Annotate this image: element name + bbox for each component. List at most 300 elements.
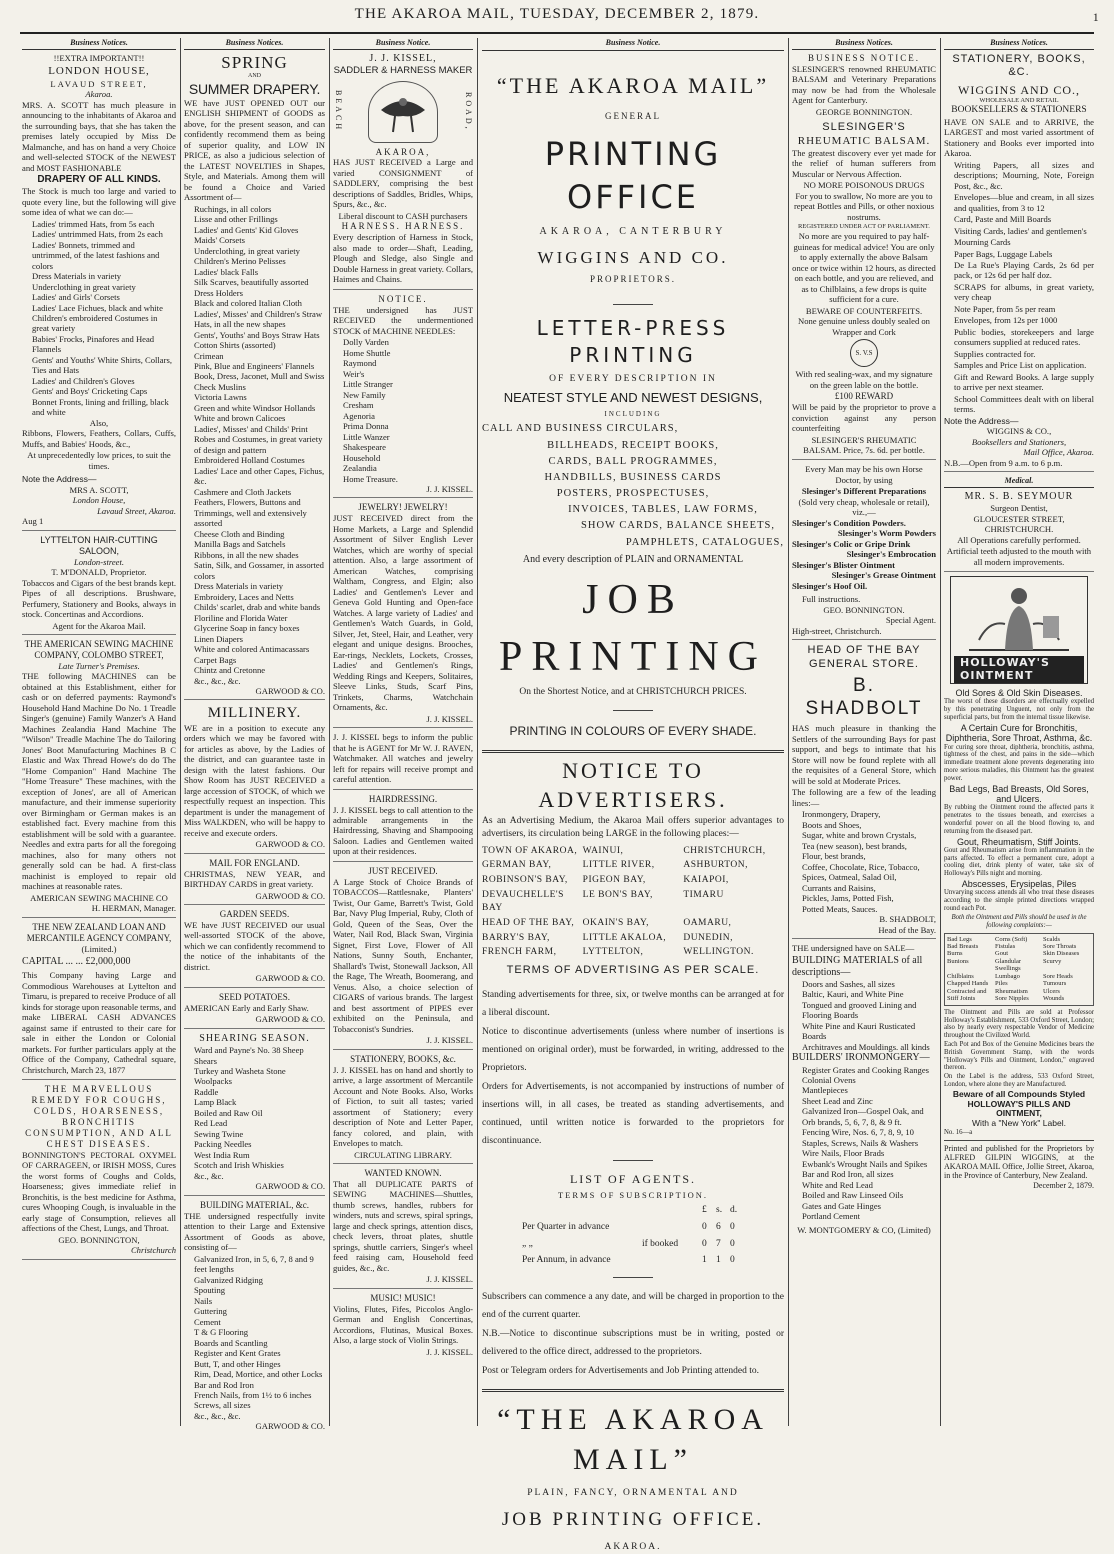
list-item: Cresham bbox=[343, 400, 374, 411]
complaint-item: Wounds bbox=[1043, 995, 1065, 1003]
list-item: Public bodies, storekeepers and large consumers supplied at reduced rates. bbox=[954, 326, 1094, 348]
column-rule bbox=[180, 38, 181, 1426]
akaroa-label: AKAROA. bbox=[604, 1541, 662, 1552]
list-item: Pink, Blue and Engineers' Flannels bbox=[194, 360, 315, 371]
needles-ad bbox=[333, 294, 473, 499]
ad-title: SUMMER DRAPERY. bbox=[188, 80, 321, 97]
ad-title: BOOKSELLERS & STATIONERS bbox=[951, 105, 1087, 116]
list-item: Weir's bbox=[343, 368, 365, 379]
list-item: Book, Dress, Jaconet, Mull and Swiss Check Muslins bbox=[194, 371, 325, 392]
rate-value: 7 bbox=[716, 1238, 721, 1249]
garwood-drapery-ad bbox=[184, 53, 325, 701]
list-item: Flour, best brands, bbox=[802, 851, 866, 862]
ad-sign: W. MONTGOMERY & CO, (Limited) bbox=[797, 1224, 931, 1235]
list-item: Gift and Reward Books. A large supply to arrive per next steamer. bbox=[954, 371, 1094, 393]
notice-advertisers-title: NOTICE TO ADVERTISERS. bbox=[538, 757, 728, 813]
ad-body: For you to swallow, No more are you to repeat Bottles and Pills, or other noxious nostrums. bbox=[793, 190, 935, 222]
masthead-rule bbox=[20, 32, 1094, 34]
ad-title: MUSIC! MUSIC! bbox=[370, 1292, 436, 1303]
list-item: Lamp Black bbox=[194, 1097, 237, 1108]
building-material-ad bbox=[184, 1200, 325, 1435]
complaint-item: Contracted and bbox=[947, 987, 987, 995]
ad-heading: REGISTERED UNDER ACT OF PARLIAMENT. bbox=[798, 223, 930, 231]
list-item: Card, Paste and Mill Boards bbox=[954, 214, 1052, 225]
column-3 bbox=[333, 38, 473, 1424]
ad-body: WE have JUST OPENED OUT our ENGLISH SHIPMENT of GOODS as above, for the present season, and can confidently recommend them as being of superior quality, and LOW IN PRICE, as also a judicious selection of the LATEST NOVELTIES in Shapes, Style, and Materials. Among them will be found a Choice and Varied Assortment of— bbox=[184, 97, 325, 203]
adv-body: Orders for Advertisements, is not accompanied by instructions of number of insertions will, in all cases, be treated as standing advertisements, and continued, until written notice is forwarded to the proprietors for discontinuance. bbox=[482, 1082, 784, 1147]
ad-body: Unvarying success attends all who treat these diseases according to the simple printed directions wrapped round each Pot. bbox=[944, 889, 1094, 913]
seymour-ad bbox=[944, 491, 1094, 572]
list-item: New Family bbox=[343, 389, 386, 400]
list-item: Raddle bbox=[194, 1086, 219, 1097]
place-item: DUNEDIN, bbox=[683, 932, 733, 943]
complaint-item: Skin Diseases bbox=[1043, 950, 1080, 958]
agent-ad bbox=[333, 732, 473, 789]
ad-title: BUSINESS NOTICE. bbox=[807, 52, 920, 63]
ad-body: JUST RECEIVED direct from the Home Markets, a Large and Splendid Assortment of Silver English Lever Watches, which are worthy of special attention. Also, a large assortment of American Watches, comprising Waltham, Congress, and Elgin; also Ladies' and Gentlemen's Lever and Geneva Gold Hunting and Open-face Watches. A large variety of Ladies' and Gentlemen's Watch Guards, in Gold, Silver, Jet, Steel, Hair, and Leather, very elegant and unique designs. Brooches, Ear-rings, Necklets, Lockets, Crosses, Ladies' and Gentlemen's Rings, Wedding Rings and Keepers, Solitaires, Sleeve Links, Studs, Scarf Pins, Trinkets, Charms, Watchchain Ornaments, &c. bbox=[333, 513, 473, 713]
list-item: Green and white Windsor Hollands bbox=[194, 402, 316, 413]
column-head: Business Notices. bbox=[944, 38, 1094, 50]
plain-fancy: PLAIN, FANCY, ORNAMENTAL AND bbox=[527, 1487, 739, 1498]
column-1 bbox=[22, 38, 176, 1424]
list-item: Glycerine Soap in fancy boxes bbox=[194, 623, 300, 634]
ad-sign: J. J. KISSEL. bbox=[426, 1274, 473, 1285]
ad-date: Aug 1 bbox=[22, 516, 44, 527]
list-item: Colonial Ovens bbox=[802, 1074, 856, 1085]
rate-value: 0 bbox=[730, 1255, 735, 1266]
complaint-item: Sore Heads bbox=[1043, 972, 1073, 980]
rate-label: Per Annum, in advance bbox=[522, 1255, 611, 1266]
rate-value: 0 bbox=[702, 1238, 707, 1249]
ad-heading: £100 REWARD bbox=[834, 391, 894, 402]
complaint-item: Chapped Hands bbox=[947, 980, 989, 988]
ad-body: SLESINGER'S RHEUMATIC BALSAM. Price, 7s. 6d. per bottle. bbox=[803, 434, 925, 455]
slesinger-ad bbox=[792, 53, 936, 461]
rate-value: 1 bbox=[702, 1255, 707, 1266]
service-line: SHOW CARDS, BALANCE SHEETS, bbox=[581, 520, 775, 532]
adv-body: Post or Telegram orders for Advertisements and Job Printing attended to. bbox=[482, 1366, 759, 1377]
complaint-item: Ulcers bbox=[1043, 987, 1060, 995]
list-item: Boiled and Raw Linseed Oils bbox=[802, 1190, 904, 1201]
ad-heading: HOLLOWAY'S PILLS AND OINTMENT, bbox=[967, 1098, 1071, 1119]
ad-body: THE following MACHINES can be obtained at this Establishment, either for cash or on deferred payments: Raymond's Household Hand Machine Do No. 1 Treadle Singer's (genuine) Family Wanzer's A Hand Machines Zealandia Hand Machine The "Wilson" Treadle Machine The do Tailoring Jones' Boot Manufacturing Machines B C Elastic and Wax Thread Howe's do do The "Home Companion" Hand Machine The "Home Treasure" These machines, with the exception of Jones', are all of American manufacture, and their immense superiority over Birmingham or German makes is an established fact. Every machine from this establishment will be sold with a guarantee. Needles and extra parts for all the foregoing machines, also for many others not generally sold can be had. A first-class machinist is employed to repair old machines at reasonable rates. bbox=[22, 671, 176, 892]
divider bbox=[613, 304, 653, 305]
column-printing-office bbox=[482, 38, 784, 1552]
list-item: Ward and Payne's No. 38 Sheep Shears bbox=[194, 1045, 304, 1066]
ad-body: The worst of these disorders are effectually expelled by this penetrating Unguent, not only from the superficial parts, but from the internal tissue likewise. bbox=[944, 698, 1094, 721]
list-item: Spouting bbox=[194, 1285, 226, 1296]
list-item: Cement bbox=[194, 1316, 221, 1327]
ad-body: With red sealing-wax, and my signature on the green lable on the bottle. bbox=[795, 369, 933, 390]
complaint-item: Fistulas bbox=[995, 942, 1016, 950]
wanted-ad bbox=[333, 1168, 473, 1289]
complaint-item: Bunions bbox=[947, 957, 969, 965]
ad-sign: T. M'DONALD, Proprietor. bbox=[51, 567, 147, 578]
ad-title: STATIONERY, BOOKS, &C. bbox=[952, 52, 1086, 79]
place-item: DEVAUCHELLE'S BAY bbox=[482, 890, 564, 913]
hairdressing-ad bbox=[333, 794, 473, 862]
ad-sign: H. HERMAN, Manager. bbox=[91, 903, 176, 914]
list-item: Manilla Bags and Satchels bbox=[194, 539, 286, 550]
every-label: OF EVERY DESCRIPTION IN bbox=[549, 373, 717, 384]
list-item: Ladies' untrimmed Hats, from 2s each bbox=[32, 229, 163, 240]
list-item: Sheet Lead and Zinc bbox=[802, 1095, 873, 1106]
ad-title: HAIRDRESSING. bbox=[368, 793, 438, 804]
millinery-ad bbox=[184, 704, 325, 853]
divider bbox=[613, 1160, 653, 1161]
ad-body: On the Label is the address, 533 Oxford Street, London, where alone they are Manufactured. bbox=[944, 1073, 1094, 1089]
list-item: Ribbons, in all the new shades bbox=[194, 549, 299, 560]
ad-body: J. J. KISSEL has on hand and shortly to arrive, a large assortment of Mercantile Account and Note Books. Also, Works of Fiction, to suit all tastes; varied assortment of Stationery; every description of Note and Letter Paper, fancy colored, and plain, with Envelopes to match. bbox=[333, 1064, 473, 1149]
ad-title: MR. S. B. SEYMOUR bbox=[964, 490, 1074, 502]
service-line: POSTERS, PROSPECTUSES, bbox=[556, 488, 710, 500]
printing-office-title: PRINTING OFFICE bbox=[544, 134, 722, 216]
complaint-item: Sore Throats bbox=[1043, 942, 1077, 950]
ad-body: That all DUPLICATE PARTS of SEWING MACHINES—Shuttles, thumb screws, handles, rubbers for winders, nuts and screws, spiral springs, large and check springs, attention discs, check levers, throat plates, shuttle springs, shuttle carriers, Singer's wheel feed raising cam, Household feed guides, &c., &c. bbox=[333, 1178, 473, 1273]
list-item: Victoria Lawns bbox=[194, 392, 247, 403]
ad-sign: Special Agent. bbox=[885, 615, 936, 626]
remedy-ad bbox=[22, 1084, 176, 1260]
list-item: Satin, Silk, and Gossamer, in assorted colors bbox=[194, 560, 324, 581]
ad-subtitle: Surgeon Dentist, bbox=[990, 503, 1048, 514]
ad-sign-place: Lavaud Street, Akaroa. bbox=[97, 505, 176, 516]
complaint-item: Scalds bbox=[1043, 935, 1060, 943]
place-item: FRENCH FARM, bbox=[482, 947, 557, 958]
complaints-table bbox=[944, 933, 1094, 1006]
list-item: Portland Cement bbox=[802, 1211, 860, 1222]
holloway-figure-icon bbox=[959, 580, 1079, 656]
list-item: Red Lead bbox=[194, 1118, 228, 1129]
list-item: Raymond bbox=[343, 358, 377, 369]
ad-sign: GEORGE BONNINGTON. bbox=[815, 106, 913, 117]
ad-sign: J. J. KISSEL. bbox=[426, 713, 473, 724]
ad-subtitle: CHRISTCHURCH. bbox=[984, 524, 1054, 535]
ad-sign: AMERICAN SEWING MACHINE CO bbox=[30, 892, 168, 903]
ad-sign-place: Mail Office, Akaroa. bbox=[1023, 447, 1094, 458]
wiggins-title: WIGGINS AND CO. bbox=[537, 247, 729, 267]
place-item: OAMARU, bbox=[683, 917, 732, 928]
list-item: Embroidery, Laces and Netts bbox=[194, 591, 294, 602]
list-item: Ladies', Misses' and Childs' Print Robes and Costumes, in great variety of design and pattern bbox=[194, 423, 323, 455]
rates-header-blank bbox=[642, 1204, 702, 1217]
complaint-item: Sore Nipples bbox=[995, 995, 1029, 1003]
tobacco-ad bbox=[333, 866, 473, 1050]
column-rule bbox=[477, 38, 478, 1426]
ad-sign: GARWOOD & CO. bbox=[255, 890, 325, 901]
ad-body: Both the Ointment and Pills should be used in the following complaints:— bbox=[951, 913, 1087, 929]
mail-title: “THE AKAROA MAIL” bbox=[496, 72, 770, 98]
place-item: LYTTELTON, bbox=[582, 947, 644, 958]
place-item: KAIAPOI, bbox=[683, 875, 729, 886]
rate-label: „ „ bbox=[522, 1238, 533, 1249]
place-item: LITTLE AKALOA, bbox=[582, 932, 667, 943]
ad-body: This Company having Large and Commodious Warehouses at Lyttelton and Timaru, is prepared to receive Produce of all kinds for storage upon reasonable terms, and make LIBERAL CASH ADVANCES against same if entrusted to their care for sale in either the London or Colonial markets. For further particulars apply at the Office of the Company, Cathedral square, Christchurch, March 23, 1877 bbox=[22, 970, 176, 1075]
ad-body: MRS. A. SCOTT has much pleasure in announcing to the inhabitants of Akaroa and the surrounding bays, that she has taken the premises lately occupied by Miss De Malmanche, and has on hand a very Choice and well-selected STOCK of the NEWEST and MOST FASHIONABLE bbox=[22, 99, 176, 173]
ad-heading: Abscesses, Erysipelas, Piles bbox=[961, 879, 1077, 890]
imprint-body: Printed and published for the Proprietors by ALFRED GILPIN WIGGINS, at the AKAROA MAIL Office, Jollie Street, Akaroa, in the Province of Canterbury, New Zealand. bbox=[944, 1143, 1094, 1181]
list-item: Zealandia bbox=[343, 463, 377, 474]
complaint-item: Scurvy bbox=[1043, 957, 1062, 965]
list-item: Slesinger's Hoof Oil. bbox=[792, 580, 868, 591]
column-rule bbox=[329, 38, 330, 1426]
ad-body: SLESINGER'S renowned RHEUMATIC BALSAM and Veterinary Preparations may now be had from the Wholesale Agent for Canterbury. bbox=[792, 63, 936, 106]
list-item: Home Shuttle bbox=[343, 347, 391, 358]
adv-body: Notice to discontinue advertisements (unless where number of insertions is mentioned on original order), must be forwarded, in writing, addressed to the Proprietors. bbox=[482, 1027, 784, 1074]
column-head: Business Notice. bbox=[482, 38, 784, 51]
road-label: ROAD, bbox=[464, 91, 473, 132]
ad-body: CIRCULATING LIBRARY. bbox=[354, 1149, 452, 1160]
list-item: Cheese Cloth and Binding bbox=[194, 528, 285, 539]
note-address: Note the Address— bbox=[22, 474, 97, 485]
ad-heading: Bad Legs, Bad Breasts, Old Sores, and Ulcers. bbox=[949, 783, 1089, 804]
ad-subtitle: GLOUCESTER STREET, bbox=[973, 513, 1065, 524]
mail-england-ad bbox=[184, 858, 325, 905]
list-item: Ironmongery, Drapery, bbox=[802, 809, 881, 820]
list-item: Carpet Bags bbox=[194, 654, 237, 665]
list-item: Currants and Raisins, bbox=[802, 882, 876, 893]
ad-sign: GARWOOD & CO. bbox=[255, 686, 325, 696]
list-item: White and brown Calicoes bbox=[194, 413, 286, 424]
list-item: Baltic, Kauri, and White Pine bbox=[802, 989, 904, 1000]
adv-body: As an Advertising Medium, the Akaroa Mail offers superior advantages to advertisers, its circulation being LARGE in the following places:— bbox=[482, 816, 784, 839]
list-item: Underclothing in great variety bbox=[32, 281, 136, 292]
rate-value: 1 bbox=[716, 1255, 721, 1266]
column-rule bbox=[940, 38, 941, 1426]
place-item: GERMAN BAY, bbox=[482, 860, 552, 871]
ad-heading: A Certain Cure for Bronchitis, Diphtheria, Sore Throat, Asthma, &c. bbox=[945, 722, 1093, 744]
ad-body: The Ointment and Pills are sold at Professor Holloway's Establishment, 533 Oxford Street, London; also by nearly every respectable Vendor of Medicine throughout the Civilized World. bbox=[944, 1008, 1094, 1040]
ad-title: STATIONERY, BOOKS, &c. bbox=[350, 1053, 456, 1064]
list-item: Boards and Scantling bbox=[194, 1337, 268, 1348]
rate-note bbox=[642, 1221, 702, 1234]
list-item: Galvanized Ridging bbox=[194, 1274, 263, 1285]
ad-sign: GARWOOD & CO. bbox=[255, 973, 325, 984]
item-list bbox=[184, 1045, 325, 1181]
item-list bbox=[792, 979, 936, 1052]
montgomery-ad bbox=[792, 943, 936, 1238]
ad-sign: GEO. BONNINGTON, bbox=[58, 1234, 140, 1245]
ad-sign-place: Christchurch bbox=[130, 1245, 176, 1256]
ad-title: THE NEW ZEALAND LOAN AND MERCANTILE AGENCY COMPANY, bbox=[26, 921, 172, 943]
ad-body: N.B.—Open from 9 a.m. to 6 p.m. bbox=[944, 457, 1063, 468]
complaint-item: Burns bbox=[947, 950, 963, 958]
item-list bbox=[333, 337, 473, 484]
ad-body: Gout and Rheumatism arise from inflammation in the parts affected. To effect a permanent cure, adopt a cooling diet, drink plenty of water, take six of Holloway's Pills night and morning. bbox=[944, 846, 1094, 878]
rate-value: 0 bbox=[702, 1221, 707, 1232]
ad-body: HAVE ON SALE and to ARRIVE, the LARGEST and most varied assortment of Stationery and Books ever imported into Akaroa. bbox=[944, 116, 1094, 159]
ad-body: For curing sore throat, diphtheria, bronchitis, asthma, tightness of the chest, and pains in the side—which immediate treatment alone prevents degenerating into more serious maladies, this Ointment has the greatest power. bbox=[944, 743, 1094, 782]
masthead-title: THE AKAROA MAIL, TUESDAY, DECEMBER 2, 1879. bbox=[354, 6, 760, 22]
list-item: Ladies' and Gents' Kid Gloves bbox=[194, 224, 299, 235]
item-list bbox=[184, 1254, 325, 1422]
ad-subtitle: WHOLESALE AND RETAIL bbox=[979, 97, 1059, 105]
ad-heading: Gout, Rheumatism, Stiff Joints. bbox=[957, 836, 1081, 847]
list-item: Samples and Price List on application. bbox=[954, 360, 1087, 371]
list-item: Envelopes, from 12s per 1000 bbox=[954, 315, 1058, 326]
ad-title: RHEUMATIC BALSAM. bbox=[797, 134, 931, 147]
place-item: OKAIN'S BAY, bbox=[582, 917, 649, 928]
rate-label: Per Quarter in advance bbox=[522, 1221, 610, 1232]
list-item: Linen Diapers bbox=[194, 633, 243, 644]
complaint-item: Rheumatism bbox=[995, 987, 1028, 995]
ad-title: SLESINGER'S bbox=[822, 121, 906, 134]
ad-body: (Sold very cheap, wholesale or retail), viz.,— bbox=[798, 496, 930, 518]
item-list bbox=[944, 160, 1094, 415]
ad-body: Each Pot and Box of the Genuine Medicines bears the British Government Stamp, with the words "Holloway's Pills and Ointment, London," engraved thereon. bbox=[944, 1040, 1094, 1072]
ad-number: No. 16—a bbox=[944, 1128, 973, 1136]
place-item: PIGEON BAY, bbox=[582, 875, 646, 886]
location: AKAROA, CANTERBURY bbox=[539, 226, 727, 237]
ad-heading: BUILDERS' IRONMONGERY— bbox=[792, 1052, 930, 1064]
list-item: Ruchings, in all colors bbox=[194, 203, 272, 214]
job-printing-office: JOB PRINTING OFFICE. bbox=[501, 1509, 765, 1531]
list-item: Screws, all sizes bbox=[194, 1400, 251, 1411]
mail-title-2: “THE AKAROA MAIL” bbox=[497, 1402, 769, 1477]
ad-body: A Large Stock of Choice Brands of TOBACCOS—Rattlesnake, Planters' Twist, Our Game, Barrett's Twist, Gold Bar, Navy Plug Imperial, Ruby, Cloth of Gold, Queen of the Seas, Over the Water, Nail Rod, Black Swan, Virginia Signet, First Love, Flower of All Nations, Sunny South, Enchanter, Shallard's Twist, Stonewall Jackson, All the Rage, The Wreath, Boomerang, and Venus. Also, a choice selection of CIGARS of various brands. The largest and best assortment of PIPES ever exhibited on the Peninsula, and Tobacconist's Sundries. bbox=[333, 876, 473, 1034]
list-item: Paper Bags, Luggage Labels bbox=[954, 248, 1053, 259]
list-item: Gates and Gate Hinges bbox=[802, 1200, 881, 1211]
list-item: Woolpacks bbox=[194, 1076, 232, 1087]
ad-body: Full instructions. bbox=[802, 594, 861, 605]
general-label: GENERAL bbox=[605, 111, 661, 122]
complaint-item: Piles bbox=[995, 980, 1008, 988]
place-item: LITTLE RIVER, bbox=[582, 860, 655, 871]
place-item: ROBINSON'S BAY, bbox=[482, 875, 568, 886]
list-item: Note Paper, from 5s per ream bbox=[954, 303, 1056, 314]
list-item: Galvanized Iron, in 5, 6, 7, 8 and 9 feet lengths bbox=[194, 1253, 314, 1275]
list-item: Galvanized Iron—Gospel Oak, and Orb brands, 5, 6, 7, 8, & 9 ft. bbox=[802, 1106, 924, 1127]
ad-body: CHRISTMAS, NEW YEAR, and BIRTHDAY CARDS in great variety. bbox=[184, 868, 325, 890]
list-item: Crimean bbox=[194, 350, 224, 361]
column-rule bbox=[788, 38, 789, 1426]
place-item: CHRISTCHURCH, bbox=[683, 845, 766, 856]
ad-heading: DRAPERY OF ALL KINDS. bbox=[37, 174, 161, 185]
list-item: Home Treasure. bbox=[343, 473, 398, 484]
list-item: Floriline and Florida Water bbox=[194, 612, 288, 623]
jewelry-ad bbox=[333, 502, 473, 728]
ad-title: BUILDING MATERIAL, &c. bbox=[200, 1199, 309, 1210]
list-item: Tea (new season), best brands, bbox=[802, 840, 907, 851]
list-item: Household bbox=[343, 452, 381, 463]
places-list bbox=[482, 845, 784, 960]
stationery-kissel-ad bbox=[333, 1054, 473, 1164]
ad-body: WE are in a position to execute any orders which we may be favored with for articles as above, by the Ladies of the district, and can guarantee taste in design with the latest fashions. Our Show Room has JUST RECEIVED a large accession of STOCK, of which we respectfully request an inspection. This department is under the management of Miss WALKDEN, who will be happy to receive and execute orders. bbox=[184, 722, 325, 838]
nz-loan-ad bbox=[22, 922, 176, 1080]
complaint-item: Stiff Joints bbox=[947, 995, 976, 1003]
place-item: LE BON'S BAY, bbox=[582, 890, 653, 901]
service-line: CALL AND BUSINESS CIRCULARS, bbox=[482, 423, 679, 435]
list-item: Slesinger's Grease Ointment bbox=[831, 570, 936, 581]
ad-sign: GEO. BONNINGTON. bbox=[823, 604, 905, 615]
american-sewing-ad bbox=[22, 639, 176, 918]
list-item: Slesinger's Colic or Gripe Drink bbox=[792, 538, 911, 549]
ad-body: AMERICAN Early and Early Shaw. bbox=[184, 1002, 309, 1013]
list-item: Scotch and Irish Whiskies bbox=[194, 1160, 284, 1171]
seal-icon: S. V.S bbox=[850, 339, 878, 367]
ad-body: Agent for the Akaroa Mail. bbox=[52, 620, 146, 631]
ad-title: THE MARVELLOUS REMEDY FOR COUGHS, COLDS, HOARSENESS, BRONCHITIS CONSUMPTION, AND ALL CHEST DISEASES. bbox=[25, 1084, 173, 1149]
ad-title: SPRING bbox=[221, 52, 288, 72]
ad-heading: With a "New York" Label. bbox=[972, 1118, 1066, 1129]
list-item: Shakespeare bbox=[343, 442, 386, 453]
ad-sign: GARWOOD & CO. bbox=[255, 1421, 325, 1432]
place-item: WELLINGTON. bbox=[683, 947, 754, 958]
including-label: INCLUDING bbox=[604, 409, 662, 418]
list-item: Tongued and grooved Lining and Flooring Boards bbox=[802, 999, 917, 1021]
list-item: Children's embroidered Costumes in great variety bbox=[32, 313, 158, 334]
emblem-row bbox=[333, 77, 473, 147]
job-printing-title: JOB PRINTING bbox=[499, 577, 767, 680]
list-item: Packing Needles bbox=[194, 1139, 252, 1150]
terms-label: TERMS OF ADVERTISING AS PER SCALE. bbox=[506, 964, 760, 977]
ad-title: GARDEN SEEDS. bbox=[219, 909, 290, 920]
list-item: Ladies' and Children's Gloves bbox=[32, 375, 135, 386]
list-item: Butt, T, and other Hinges bbox=[194, 1358, 281, 1369]
adv-body: N.B.—Notice to discontinue subscriptions must be in writing, posted or delivered to the office direct, addressed to the proprietors. bbox=[482, 1329, 784, 1358]
ad-title: SADDLER & HARNESS MAKER bbox=[333, 64, 473, 76]
rate-value: 0 bbox=[730, 1221, 735, 1232]
list-item: Dolly Varden bbox=[343, 337, 389, 348]
ad-body: No more are you required to pay half-guineas for medical advice! You are only to apply externally the above Balsam once or twice within 12 hours, as directed on each bottle, and you are relieved, and as to Chilblains, a few drops is quite sufficient for a cure. bbox=[792, 231, 936, 305]
holloway-ad bbox=[944, 576, 1094, 1194]
place-item: TOWN OF AKAROA, bbox=[482, 845, 578, 856]
music-ad bbox=[333, 1293, 473, 1360]
ad-title: LYTTELTON HAIR-CUTTING SALOON, bbox=[40, 534, 158, 556]
ad-sign: GARWOOD & CO. bbox=[255, 839, 325, 850]
list-item: Agenoria bbox=[343, 410, 375, 421]
ad-body: None genuine unless doubly sealed on Wrapper and Cork bbox=[798, 316, 930, 337]
ad-heading: NO MORE POISONOUS DRUGS bbox=[803, 180, 925, 191]
ad-sign: J. J. KISSEL. bbox=[426, 1035, 473, 1046]
double-rule bbox=[482, 750, 784, 753]
rate-value: 6 bbox=[716, 1221, 721, 1232]
ad-sign-place: High-street, Christchurch. bbox=[792, 625, 882, 636]
column-head: Business Notices. bbox=[184, 38, 325, 50]
ad-sign: MRS A. SCOTT, bbox=[69, 484, 129, 495]
list-item: SCRAPS for albums, in great variety, very cheap bbox=[954, 281, 1094, 303]
ad-body: THE undersigned has JUST RECEIVED the undermentioned STOCK of MACHINE NEEDLES: bbox=[333, 304, 473, 336]
service-line: INVOICES, TABLES, LAW FORMS, bbox=[568, 504, 758, 516]
ad-heading: Slesinger's Different Preparations bbox=[801, 486, 927, 497]
list-item: Prima Donna bbox=[343, 421, 389, 432]
ad-heading: Old Sores & Old Skin Diseases. bbox=[955, 688, 1083, 699]
list-item: Register and Kent Grates bbox=[194, 1348, 281, 1359]
column-6 bbox=[944, 38, 1094, 1424]
rates-header: £ bbox=[702, 1205, 707, 1216]
complaint-item: Tumours bbox=[1043, 980, 1067, 988]
ad-sign: GARWOOD & CO. bbox=[255, 1181, 325, 1192]
divider bbox=[613, 710, 653, 711]
ad-body: WE have JUST RECEIVED our usual well-assorted STOCK of the above, which we can confidently recommend to the notice of the inhabitants of the district. bbox=[184, 919, 325, 972]
service-line: HANDBILLS, BUSINESS CARDS bbox=[544, 471, 722, 483]
garden-seeds-ad bbox=[184, 909, 325, 988]
list-item: Ladies' trimmed Hats, from 5s each bbox=[32, 218, 155, 229]
ad-title: NOTICE. bbox=[378, 293, 428, 304]
list-item: Little Stranger bbox=[343, 379, 393, 390]
complaint-item: Chilblains bbox=[947, 972, 974, 980]
ad-heading: Beware of all Compounds Styled bbox=[952, 1088, 1086, 1099]
list-item: Fencing Wire, Nos. 6, 7, 8, 9, 10 bbox=[802, 1127, 914, 1138]
rate-note bbox=[642, 1254, 702, 1267]
ad-sign: J. J. KISSEL. bbox=[426, 483, 473, 494]
list-item: Boiled and Raw Oil bbox=[194, 1107, 263, 1118]
ad-title: B. SHADBOLT bbox=[805, 675, 923, 720]
list-item: West India Rum bbox=[194, 1149, 250, 1160]
ad-body: Liberal discount to CASH purchasers bbox=[338, 210, 468, 221]
list-item: Sewing Twine bbox=[194, 1128, 244, 1139]
shortest-label: On the Shortest Notice, and at CHRISTCHURCH PRICES. bbox=[519, 686, 747, 697]
service-line: PAMPHLETS, CATALOGUES, bbox=[625, 536, 784, 548]
